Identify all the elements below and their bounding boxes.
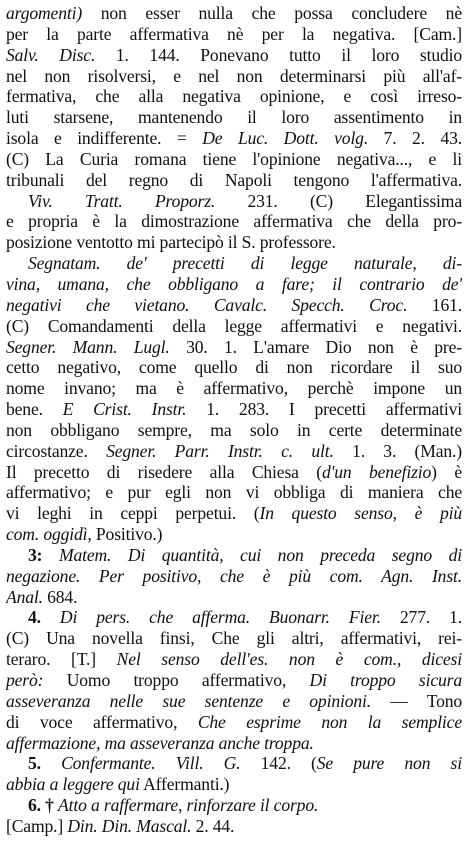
text-run: Segnatam. de' precetti di legge naturale, di- [28,253,462,274]
text-run: com. oggidì, [6,524,92,545]
text-run: vina, umana, che obbligano a fare; il contrario de' [6,273,462,294]
text-run: nome invano; ma è affermativo, perchè impone un [6,378,462,399]
text-run: In questo senso, è più [259,503,462,524]
text-run: posizione ventotto mi partecipò il S. professore. [6,232,336,253]
text-run: Atto a raffermare, rinforzare il corpo. [58,795,319,816]
text-line [6,253,462,274]
text-run: E Crist. Instr. [62,399,187,420]
text-line [6,3,462,24]
text-run: isola e indifferente. = [6,128,203,149]
text-run: ) è [431,461,462,482]
text-run: 161. [407,294,462,315]
text-run: Matem. Di quantità, cui non preceda segno di [58,544,462,565]
text-run: di voce affermativo, [6,711,198,732]
text-line [6,316,462,337]
text-line [6,482,462,503]
text-run: però: [6,670,44,690]
text-line [6,733,462,754]
text-line [6,149,462,170]
text-line [6,670,462,691]
text-line [6,774,462,795]
text-run: [Camp.] [6,815,68,836]
text-run: Din. Din. Mascal. [67,815,192,836]
text-run: nel non risolversi, e nel non determinarsi più all'af- [6,65,462,86]
text-line [6,357,462,378]
text-run: affermativo; e pur egli non vi obbliga di maniera che [6,482,462,503]
text-run: Uomo troppo affermativo, [43,670,310,690]
text-line [6,274,462,295]
text-line [6,691,462,712]
text-run: Se pure non si [316,753,462,774]
text-line [6,816,462,837]
text-run: circostanze. [6,440,107,461]
text-run: Di troppo sicura [309,670,462,690]
text-run: Salv. Disc. [6,44,96,65]
text-line [6,587,462,608]
text-run: negazione. Per positivo, che è più com. Agn. Inst. [6,565,462,586]
text-run: (C) Una novella finsi, Che gli altri, affermativi, rei- [6,628,462,649]
text-run: Confermante. Vill. G. [61,753,241,774]
text-run: vi leghi in ceppi perpetui. ( [6,503,260,524]
text-line [6,441,462,462]
text-run: tribunali del regno di Napoli tengono l'affermativa. [6,169,462,190]
text-run: non esser nulla che possa concludere nè [82,3,462,23]
text-line [6,232,462,253]
text-run: abbia a leggere qui [6,774,140,795]
text-run: (C) La Curia romana tiene l'opinione negativa..., e li [6,148,462,169]
text-line [6,545,462,566]
text-run: 1. 144. Ponevano tutto il loro studio [95,44,462,65]
text-line [6,211,462,232]
text-line [6,420,462,441]
text-run: 277. 1. [380,607,462,628]
text-line [6,378,462,399]
sense-number: 4. [28,607,60,628]
text-run: (C) Comandamenti della legge affermativi e negativi. [6,315,462,336]
text-run: Positivo.) [91,524,163,545]
text-line [6,795,462,816]
text-run: affermazione, ma asseveranza anche troppa. [6,732,314,753]
sense-number: 5. [28,753,62,774]
text-line [6,24,462,45]
text-run: 1. 283. I precetti affermativi [186,399,462,420]
text-run: 7. 2. 43. [368,128,462,149]
text-line [6,753,462,774]
text-line [6,628,462,649]
text-run: Il precetto di risedere alla Chiesa ( [6,461,322,482]
text-run: 142. ( [240,753,317,774]
text-line [6,524,462,545]
text-line [6,191,462,212]
text-run: per la parte affermativa nè per la negativa. [Cam.] [6,23,462,44]
text-run: Segner. Parr. Instr. c. ult. [106,440,334,461]
text-run: De Luc. Dott. volg. [202,128,369,149]
text-run: Segner. Mann. Lugl. [6,336,170,357]
text-run: fermativa, che alla negativa opinione, e così irreso- [6,86,462,107]
text-line [6,45,462,66]
text-run: bene. [6,399,63,420]
text-run: 2. 44. [191,815,235,836]
text-line [6,295,462,316]
text-run: 684. [42,586,78,607]
text-run: argomenti) [6,3,83,23]
text-run: 1. 3. (Man.) [333,440,462,461]
text-line [6,66,462,87]
sense-number: 6. † [28,795,59,816]
text-line [6,337,462,358]
text-run: Anal. [6,586,43,607]
text-run: terаro. [T.] [6,649,117,670]
text-line [6,649,462,670]
text-run: 30. 1. L'amare Dio non è pre- [169,336,462,357]
text-line [6,712,462,733]
text-line [6,462,462,483]
text-run: luti starsene, mantenendo il loro assentimento in [6,107,462,128]
text-run: non obbligano sempre, ma solo in certe determinate [6,419,462,440]
sense-number: 3: [28,544,59,565]
text-run: cetto negativo, come quello di non ricordare il suo [6,357,462,378]
text-run: asseveranza nelle sue sentenze e opinioni. [6,690,371,711]
text-run: e propria è la dimostrazione affermativa che della pro- [6,211,462,232]
text-run: Che esprime non la semplice [197,711,462,732]
text-run: Di pers. che afferma. Buonarr. Fier. [59,607,381,628]
text-line [6,607,462,628]
text-run: negativi che vietano. Cavalc. Specch. Croc. [6,294,408,315]
text-line [6,86,462,107]
text-run: — Tono [371,690,462,711]
text-line [6,170,462,191]
text-line [6,107,462,128]
text-line [6,399,462,420]
text-run: Affermanti.) [139,774,230,795]
text-run: 231. (C) Elegantissima [215,190,462,211]
text-line [6,566,462,587]
text-line [6,128,462,149]
text-run: Viv. Tratt. Proporz. [28,190,216,211]
text-run: d'un benefizio [321,461,432,482]
text-run: Nel senso dell'es. non è com., dicesi [116,649,462,670]
text-line [6,503,462,524]
